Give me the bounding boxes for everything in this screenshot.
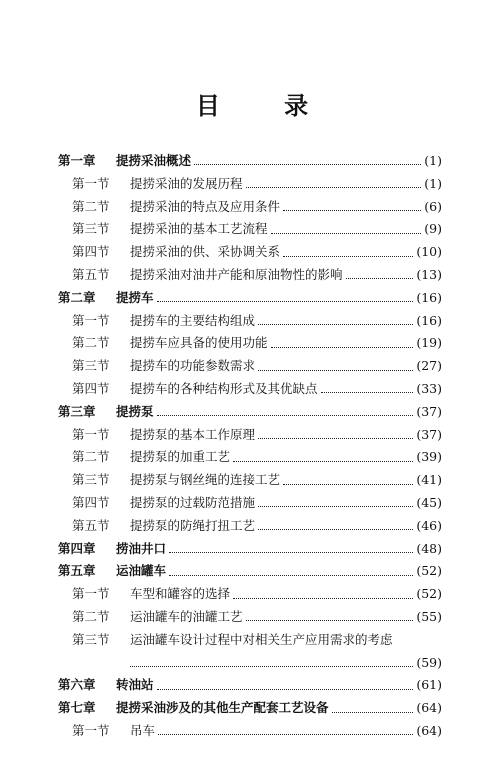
- entry-number: 第三节: [72, 221, 110, 237]
- toc-section-entry[interactable]: [58, 310, 442, 333]
- dot-leader: [258, 323, 413, 325]
- toc-section-entry[interactable]: [58, 173, 442, 196]
- entry-title: 捞油井口: [116, 540, 167, 556]
- page-number: (16): [416, 312, 442, 328]
- dot-leader: [169, 551, 413, 553]
- entry-number: 第三节: [72, 358, 110, 374]
- dot-leader: [130, 665, 413, 667]
- dot-leader: [271, 232, 422, 234]
- toc-section-entry[interactable]: [58, 492, 442, 515]
- entry-title: 提捞采油涉及的其他生产配套工艺设备: [116, 700, 329, 716]
- page-number: (39): [416, 449, 442, 465]
- entry-title: 转油站: [116, 677, 154, 693]
- page-number: (10): [416, 244, 442, 260]
- entry-number: 第二节: [72, 608, 110, 624]
- page-number: (55): [416, 608, 442, 624]
- dot-leader: [321, 391, 414, 393]
- entry-title: 运油罐车的油罐工艺: [130, 608, 243, 624]
- toc-chapter-entry[interactable]: [58, 287, 442, 310]
- entry-number: 第四节: [72, 380, 110, 396]
- page-number: (61): [416, 677, 442, 693]
- toc-section-entry[interactable]: [58, 355, 442, 378]
- entry-title: 提捞车的主要结构组成: [130, 312, 256, 328]
- page-number: (46): [416, 517, 442, 533]
- entry-number: 第二章: [58, 289, 96, 305]
- entry-title: 提捞采油的发展历程: [130, 175, 243, 191]
- page-number: (1): [424, 153, 442, 168]
- dot-leader: [157, 688, 414, 690]
- toc-entry-continuation[interactable]: [58, 652, 442, 675]
- entry-title: 提捞泵的加重工艺: [130, 449, 231, 465]
- toc-section-entry[interactable]: [58, 264, 442, 287]
- page-number: (41): [416, 472, 442, 488]
- entry-number: 第一节: [72, 175, 110, 191]
- dot-leader: [258, 528, 413, 530]
- entry-title: 提捞车: [116, 289, 154, 305]
- entry-title: 运油罐车: [116, 563, 167, 579]
- entry-number: 第七章: [58, 700, 96, 716]
- dot-leader: [283, 209, 421, 211]
- toc-section-entry[interactable]: [58, 629, 442, 652]
- entry-title: 提捞泵的过载防范措施: [130, 494, 256, 510]
- entry-number: 第六章: [58, 677, 96, 693]
- toc-section-entry[interactable]: [58, 720, 442, 743]
- toc-chapter-entry[interactable]: [58, 150, 442, 173]
- entry-title: 提捞泵与钢丝绳的连接工艺: [130, 472, 281, 488]
- entry-title: 提捞采油的特点及应用条件: [130, 198, 281, 214]
- entry-number: 第一节: [72, 312, 110, 328]
- toc-section-entry[interactable]: [58, 469, 442, 492]
- entry-title: 提捞车的各种结构形式及其优缺点: [130, 380, 318, 396]
- page-number: (13): [416, 266, 442, 282]
- entry-title: 提捞采油的基本工艺流程: [130, 221, 268, 237]
- toc-section-entry[interactable]: [58, 332, 442, 355]
- entry-title: 提捞采油对油井产能和原油物性的影响: [130, 266, 343, 282]
- entry-number: 第二节: [72, 449, 110, 465]
- entry-number: 第三章: [58, 403, 96, 419]
- entry-number: 第二节: [72, 198, 110, 214]
- page-number: (16): [416, 289, 442, 305]
- page-number: (59): [416, 654, 442, 670]
- entry-title: 提捞泵的基本工作原理: [130, 426, 256, 442]
- page-number: (48): [416, 540, 442, 556]
- dot-leader: [157, 414, 414, 416]
- toc-section-entry[interactable]: [58, 196, 442, 219]
- page-number: (37): [416, 426, 442, 442]
- toc-chapter-entry[interactable]: [58, 674, 442, 697]
- dot-leader: [169, 574, 413, 576]
- dot-leader: [332, 711, 414, 713]
- page-number: (1): [424, 175, 442, 191]
- page-number: (64): [416, 700, 442, 716]
- toc-chapter-entry[interactable]: [58, 560, 442, 583]
- entry-number: 第四节: [72, 494, 110, 510]
- entry-number: 第四章: [58, 540, 96, 556]
- entry-title: 吊车: [130, 722, 156, 738]
- page-number: (9): [424, 221, 442, 237]
- toc-chapter-entry[interactable]: [58, 538, 442, 561]
- dot-leader: [158, 733, 413, 735]
- entry-number: 第五节: [72, 517, 110, 533]
- page-number: (37): [416, 403, 442, 419]
- entry-number: 第一节: [72, 586, 110, 602]
- entry-title: 提捞车的功能参数需求: [130, 358, 256, 374]
- entry-title: 提捞采油概述: [116, 153, 192, 168]
- page-number: (52): [416, 563, 442, 579]
- toc-section-entry[interactable]: [58, 606, 442, 629]
- dot-leader: [246, 619, 414, 621]
- dot-leader: [346, 277, 414, 279]
- entry-number: 第三节: [72, 631, 110, 647]
- dot-leader: [233, 460, 413, 462]
- entry-number: 第一章: [58, 153, 96, 168]
- dot-leader: [246, 186, 422, 188]
- page-number: (45): [416, 494, 442, 510]
- page-number: (6): [424, 198, 442, 214]
- toc-section-entry[interactable]: [58, 424, 442, 447]
- entry-number: 第二节: [72, 335, 110, 351]
- dot-leader: [271, 346, 414, 348]
- table-of-contents: [58, 150, 442, 743]
- toc-section-entry[interactable]: [58, 218, 442, 241]
- page-number: (64): [416, 722, 442, 738]
- page-number: (52): [416, 586, 442, 602]
- dot-leader: [157, 300, 414, 302]
- page-title: 目 录: [195, 92, 337, 120]
- dot-leader: [194, 163, 421, 165]
- toc-section-entry[interactable]: [58, 378, 442, 401]
- entry-title: 提捞采油的供、采协调关系: [130, 244, 281, 260]
- toc-chapter-entry[interactable]: [58, 697, 442, 720]
- entry-number: 第一节: [72, 426, 110, 442]
- entry-title: 提捞车应具备的使用功能: [130, 335, 268, 351]
- entry-title: 运油罐车设计过程中对相关生产应用需求的考虑: [130, 631, 393, 647]
- dot-leader: [283, 255, 413, 257]
- dot-leader: [283, 483, 413, 485]
- entry-number: 第一节: [72, 722, 110, 738]
- dot-leader: [233, 597, 413, 599]
- dot-leader: [258, 437, 413, 439]
- page-number: (33): [416, 380, 442, 396]
- entry-number: 第五章: [58, 563, 96, 579]
- entry-title: 车型和罐容的选择: [130, 586, 231, 602]
- toc-section-entry[interactable]: [58, 241, 442, 264]
- entry-title: 提捞泵的防绳打扭工艺: [130, 517, 256, 533]
- entry-number: 第三节: [72, 472, 110, 488]
- dot-leader: [258, 369, 413, 371]
- page-number: (27): [416, 358, 442, 374]
- page-number: (19): [416, 335, 442, 351]
- entry-number: 第四节: [72, 244, 110, 260]
- entry-number: 第五节: [72, 266, 110, 282]
- entry-title: 提捞泵: [116, 403, 154, 419]
- dot-leader: [258, 505, 413, 507]
- toc-chapter-entry[interactable]: [58, 401, 442, 424]
- toc-section-entry[interactable]: [58, 446, 442, 469]
- toc-section-entry[interactable]: [58, 515, 442, 538]
- toc-section-entry[interactable]: [58, 583, 442, 606]
